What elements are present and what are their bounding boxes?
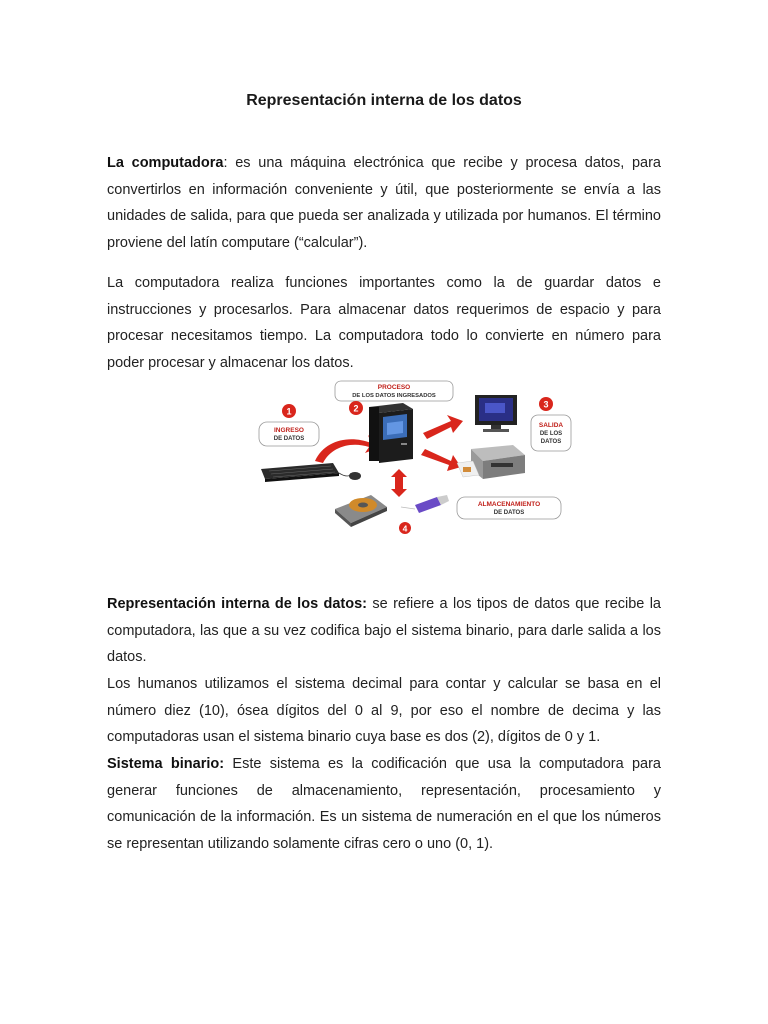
paragraph-sistema-decimal bbox=[107, 671, 661, 751]
term-computadora: La computadora bbox=[107, 155, 224, 171]
step-1-number: 1 bbox=[286, 406, 292, 417]
step-4-number: 4 bbox=[402, 523, 408, 534]
output-label-line2: DE LOS bbox=[539, 431, 563, 437]
input-label-box bbox=[259, 422, 319, 446]
data-flow-diagram bbox=[255, 377, 575, 535]
input-label-line1: INGRESO bbox=[274, 427, 304, 434]
computer-tower-icon bbox=[369, 403, 413, 463]
term-representacion: Representación interna de los datos: bbox=[107, 596, 368, 612]
page-title: Representación interna de los datos bbox=[246, 92, 522, 109]
storage-label-line2: DE DATOS bbox=[493, 510, 525, 516]
term-sistema-binario: Sistema binario: bbox=[107, 756, 225, 772]
paragraph-text: Los humanos utilizamos el sistema decimal para contar y calcular se basa en el número diez (10), ósea dígitos del 0 al 9, por eso el nombre de decima y las computadoras usan el sistema binario cuya base es dos (2), dígitos de 0 y 1. bbox=[107, 676, 661, 746]
paragraph-computadora bbox=[107, 150, 661, 256]
step-3-number: 3 bbox=[543, 399, 549, 410]
paragraph-representacion bbox=[107, 591, 661, 671]
paragraph-text: : es una máquina electrónica que recibe y procesa datos, para convertirlos en información conveniente y útil, que posteriormente se envía a las unidades de salida, para que pueda ser analizada y utilizada por humanos. El término proviene del latín computare (“calcular”). bbox=[107, 155, 661, 251]
storage-label-line1: ALMACENAMIENTO bbox=[477, 501, 541, 508]
output-label-line1: SALIDA bbox=[538, 422, 564, 429]
process-label-line2: DE LOS DATOS INGRESADOS bbox=[352, 393, 436, 399]
paragraph-text: se refiere a los tipos de datos que recibe la computadora, las que a su vez codifica bajo el sistema binario, para darle salida a los datos. bbox=[107, 596, 661, 666]
output-label-line3: DATOS bbox=[540, 439, 562, 445]
process-label-line1: PROCESO bbox=[377, 384, 411, 391]
paragraph-funciones bbox=[107, 270, 661, 376]
paragraph-text: La computadora realiza funciones importantes como la de guardar datos e instrucciones y procesarlos. Para almacenar datos requerimos de espacio y para procesar necesitamos tiempo. La computadora todo lo convierte en número para poder procesar y almacenar los datos. bbox=[107, 275, 661, 371]
step-2-number: 2 bbox=[353, 403, 359, 414]
paragraph-sistema-binario bbox=[107, 751, 661, 857]
paragraph-text: Este sistema es la codificación que usa la computadora para generar funciones de almacenamiento, representación, procesamiento y comunicación de la información. Es un sistema de numeración en el que los números se representan utilizando solamente cifras cero o uno (0, 1). bbox=[107, 756, 661, 852]
input-label-line2: DE DATOS bbox=[273, 436, 305, 442]
